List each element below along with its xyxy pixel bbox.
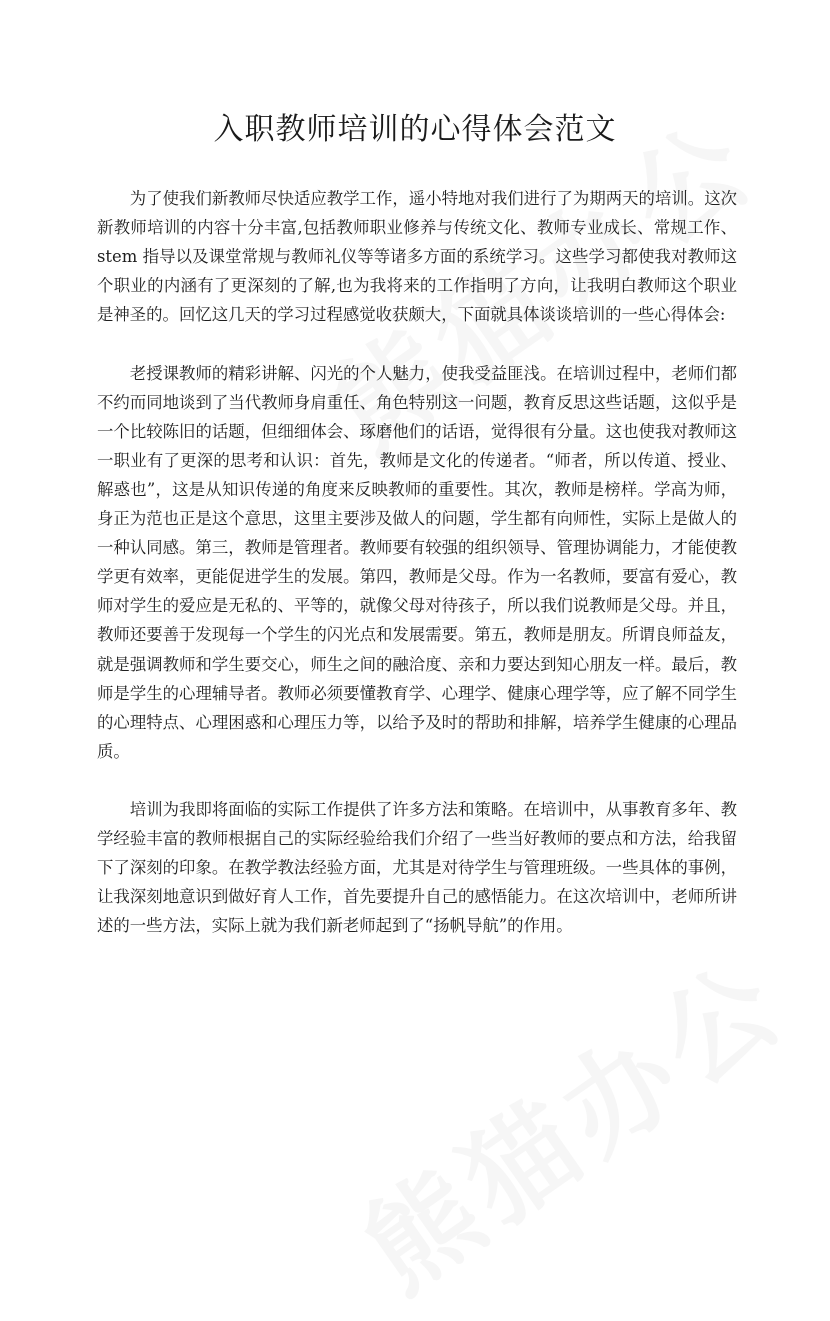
paragraph-teacher-roles: 老授课教师的精彩讲解、闪光的个人魅力，使我受益匪浅。在培训过程中，老师们都不约而同地谈到了当代教师身肩重任、角色特别这一问题，教育反思这些话题，这似乎是一个比较陈旧的话题，但细细体会、琢磨他们的话语，觉得很有分量。这也使我对教师这一职业有了更深的思考和认识：首先，教师是文化的传递者。“师者，所以传道、授业、解惑也”，这是从知识传递的角度来反映教师的重要性。其次，教师是榜样。学高为师，身正为范也正是这个意思，这里主要涉及做人的问题，学生都有向师性，实际上是做人的一种认同感。第三，教师是管理者。教师要有较强的组织领导、管理协调能力，才能使教学更有效率，更能促进学生的发展。第四，教师是父母。作为一名教师，要富有爱心，教师对学生的爱应是无私的、平等的，就像父母对待孩子，所以我们说教师是父母。并且，教师还要善于发现每一个学生的闪光点和发展需要。第五，教师是朋友。所谓良师益友，就是强调教师和学生要交心，师生之间的融洽度、亲和力要达到知心朋友一样。最后，教师是学生的心理辅导者。教师必须要懂教育学、心理学、健康心理学等，应了解不同学生的心理特点、心理困惑和心理压力等，以给予及时的帮助和排解，培养学生健康的心理品质。 xyxy=(97,363,737,761)
watermark xyxy=(328,917,812,1321)
paragraph-intro: 为了使我们新教师尽快适应教学工作，遥小特地对我们进行了为期两天的培训。这次新教师培训的内容十分丰富,包括教师职业修养与传统文化、教师专业成长、常规工作、stem 指导以及课堂常规与教师礼仪等等诸多方面的系统学习。这些学习都使我对教师这个职业的内涵有了更深刻的了解,也为我将来的工作指明了方向，让我明白教师这个职业是神圣的。回忆这几天的学习过程感觉收获颇大，下面就具体谈谈培训的一些心得体会: xyxy=(97,189,737,325)
document-body xyxy=(97,184,737,940)
document-title: 入职教师培训的心得体会范文 xyxy=(213,112,617,147)
paragraph-methods: 培训为我即将面临的实际工作提供了许多方法和策略。在培训中，从事教育多年、教学经验丰富的教师根据自己的实际经验给我们介绍了一些当好教师的要点和方法，给我留下了深刻的印象。在教学教法经验方面，尤其是对待学生与管理班级。一些具体的事例，让我深刻地意识到做好育人工作，首先要提升自己的感悟能力。在这次培训中，老师所讲述的一些方法，实际上就为我们新老师起到了“扬帆导航”的作用。 xyxy=(97,799,737,936)
